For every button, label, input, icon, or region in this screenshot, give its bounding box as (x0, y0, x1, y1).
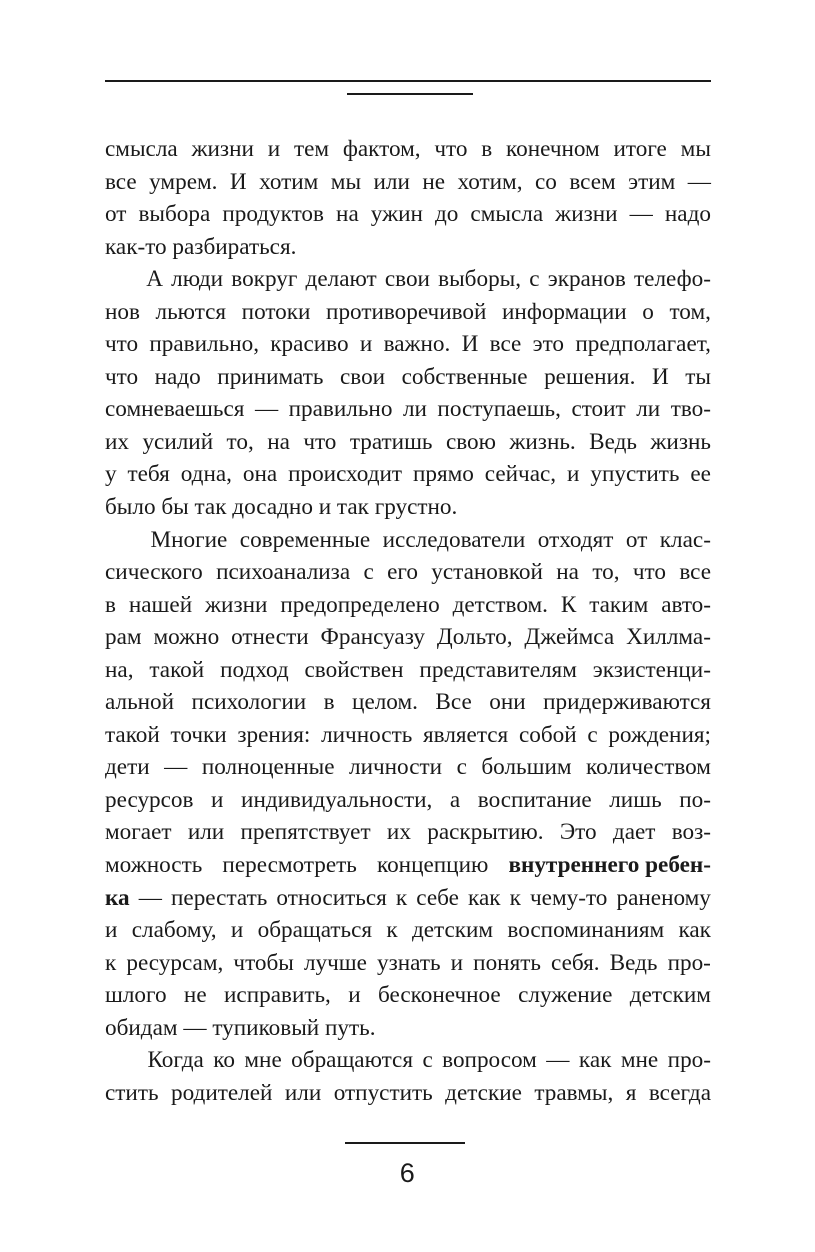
word: на (267, 428, 290, 455)
word: экранов (547, 266, 626, 293)
word: Все (435, 689, 472, 716)
header-rule-short (347, 93, 473, 95)
word: тем (293, 136, 330, 162)
word: про- (667, 949, 711, 976)
word: надо (664, 201, 711, 228)
text-line (105, 979, 711, 1012)
word: большим (481, 754, 572, 781)
word: на, (105, 656, 134, 683)
word: принимать (217, 363, 324, 390)
word: не (183, 982, 207, 1009)
word: современные (239, 526, 371, 553)
word: хотим, (457, 168, 523, 195)
text-line (105, 784, 711, 817)
word: К (560, 591, 577, 618)
word: детским (629, 982, 711, 1009)
word: льются (155, 298, 227, 325)
word: Это (559, 819, 597, 846)
word: важно. (383, 331, 451, 358)
paragraph-indent (105, 524, 138, 557)
word: как (678, 917, 711, 944)
text-line (105, 719, 711, 752)
word: потоки (241, 298, 311, 325)
word: тратишь (349, 428, 433, 455)
word: я (625, 1079, 637, 1106)
word: рождения; (608, 721, 711, 748)
text-line (105, 654, 711, 687)
word: нов (105, 298, 140, 325)
word: обращаются (291, 1047, 413, 1074)
word: его (387, 559, 418, 586)
word: ли (402, 396, 427, 423)
text-line (105, 686, 711, 719)
word: до (434, 201, 459, 228)
word: что (632, 559, 666, 586)
word: собственные (401, 363, 528, 390)
word: ее (690, 461, 711, 488)
word: раскрытию. (427, 819, 544, 846)
paragraph (105, 263, 711, 523)
text-line (105, 849, 711, 882)
text-line (105, 263, 711, 296)
word: концепцию (376, 852, 489, 879)
word: фактом, (342, 136, 421, 162)
word: с (529, 266, 540, 293)
word: клас- (659, 526, 711, 553)
word: такой (149, 656, 205, 683)
word: предопределено (280, 591, 440, 618)
word: ты (685, 363, 711, 390)
word: личность (321, 721, 413, 748)
text-line (105, 751, 711, 784)
line-text: было бы так досадно и так грустно. (105, 494, 458, 521)
word: индивидуальности, (241, 786, 433, 813)
word: тебя (127, 461, 170, 488)
word: себя. (551, 949, 600, 976)
word: красиво (270, 331, 349, 358)
word: и (567, 461, 580, 488)
word: слабому, (131, 917, 217, 944)
word: с (587, 721, 598, 748)
word: мне (244, 1047, 282, 1074)
footer-rule-short (345, 1142, 465, 1144)
text-line (105, 556, 711, 589)
word: авто- (661, 591, 711, 618)
word: упустить (590, 461, 680, 488)
word: со (534, 168, 557, 195)
word: — (138, 884, 162, 911)
word: надо (154, 363, 201, 390)
word: исследователи (382, 526, 526, 553)
word: то, (592, 559, 620, 586)
word: ужин (370, 201, 423, 228)
header-rule-long (105, 80, 711, 82)
word: то, (226, 428, 254, 455)
word: Когда (147, 1047, 204, 1074)
word: жизнь. (509, 428, 576, 455)
text-line (105, 458, 711, 491)
word: Ведь (589, 428, 637, 455)
word: представителям (419, 656, 577, 683)
text-line (105, 328, 711, 361)
word: или (187, 819, 225, 846)
word: полноценные (201, 754, 335, 781)
word: правильно (288, 396, 393, 423)
word: тво- (670, 396, 711, 423)
word: родителей (171, 1079, 273, 1106)
word: Ведь (609, 949, 658, 976)
paragraph-indent (105, 1044, 138, 1077)
word: личности (349, 754, 443, 781)
word: с (363, 559, 374, 586)
word: на (336, 201, 359, 228)
word: отпустить (333, 1079, 433, 1106)
word: что (303, 428, 337, 455)
text-line (105, 1012, 711, 1045)
word: она (242, 461, 278, 488)
word: нашей (128, 591, 193, 618)
word: правильно, (149, 331, 259, 358)
word: в (481, 136, 493, 162)
paragraph (105, 524, 711, 1045)
word: как (578, 1047, 612, 1074)
emphasis-text: внутреннего ребен- (508, 852, 711, 879)
word: таким (589, 591, 649, 618)
word: — (254, 396, 279, 423)
word: их (105, 428, 130, 455)
word: это (532, 331, 565, 358)
word: служение (518, 982, 613, 1009)
word: отнести (231, 624, 309, 651)
word: свои (339, 363, 386, 390)
word: на (556, 559, 579, 586)
word: ресурсов (105, 786, 194, 813)
word: сического (105, 559, 203, 586)
word: установкой (431, 559, 543, 586)
word: люди (171, 266, 224, 293)
text-line (105, 621, 711, 654)
word: дети (105, 754, 150, 781)
word: продуктов (222, 201, 324, 228)
word: жизни (555, 201, 618, 228)
text-line (105, 947, 711, 980)
word: ко (213, 1047, 235, 1074)
word: к (105, 949, 117, 976)
text-line (105, 816, 711, 849)
word: психоанализа (216, 559, 351, 586)
word: чему-то (530, 884, 608, 911)
word: целом. (352, 689, 418, 716)
word: исправить, (224, 982, 331, 1009)
word: всем (569, 168, 616, 195)
word: смысла (470, 201, 544, 228)
word: воз- (671, 819, 711, 846)
word: выбора (138, 201, 211, 228)
text-line (105, 524, 711, 557)
word: перестать (171, 884, 268, 911)
word: в (323, 689, 335, 716)
word: от (625, 526, 648, 553)
word: хотим (259, 168, 319, 195)
word: у (105, 461, 117, 488)
word: дает (612, 819, 656, 846)
word: сомневаешься (105, 396, 245, 423)
word: все (105, 168, 137, 195)
text-line (105, 198, 711, 231)
text-line (105, 393, 711, 426)
word: все (489, 331, 522, 358)
text-line (105, 166, 711, 199)
word: Джеймса (524, 624, 615, 651)
word: детством. (452, 591, 548, 618)
word: или (373, 168, 410, 195)
word: альной (105, 689, 175, 716)
word: Хиллма- (626, 624, 711, 651)
word: поступаешь, (437, 396, 561, 423)
word: свои (384, 266, 430, 293)
word: относиться (276, 884, 387, 911)
word: мы (330, 168, 362, 195)
word: придерживаются (543, 689, 711, 716)
word: от (105, 201, 127, 228)
word: могает (105, 819, 172, 846)
word: можность (105, 852, 203, 879)
page-header (0, 0, 815, 120)
word: подход (220, 656, 289, 683)
word: выборы, (438, 266, 522, 293)
word: и (211, 786, 224, 813)
word: как (468, 884, 501, 911)
word: они (489, 689, 526, 716)
text-line (105, 914, 711, 947)
word: происходит (288, 461, 403, 488)
word: отходят (537, 526, 614, 553)
word: зрения: (237, 721, 311, 748)
word: мне (620, 1047, 659, 1074)
word: детским (411, 917, 494, 944)
paragraph (105, 133, 711, 263)
word: свою (445, 428, 496, 455)
line-text: как-то разбираться. (105, 233, 297, 260)
word: информации (502, 298, 627, 325)
text-line (105, 426, 711, 459)
word: — (687, 168, 711, 195)
word: И (651, 363, 669, 390)
word: к (386, 917, 398, 944)
text-line (105, 231, 711, 264)
word: детские (445, 1079, 522, 1106)
word: прямо (412, 461, 474, 488)
word: сейчас, (484, 461, 557, 488)
word: ресурсам, (126, 949, 224, 976)
word: препятствует (240, 819, 371, 846)
word: предполагает, (575, 331, 711, 358)
word: что (105, 331, 139, 358)
word: такой (105, 721, 160, 748)
text-line (105, 589, 711, 622)
word: итоге (613, 136, 667, 162)
text-line (105, 296, 711, 329)
word: что (434, 136, 468, 162)
word: себе (416, 884, 459, 911)
word: или (284, 1079, 322, 1106)
word: количеством (586, 754, 711, 781)
word: вокруг (231, 266, 298, 293)
word: пересмотреть (222, 852, 357, 879)
text-line (105, 882, 711, 915)
emphasis-text: ка (105, 884, 130, 911)
word: ли (636, 396, 661, 423)
word: чтобы (233, 949, 294, 976)
word: жизнь (650, 428, 711, 455)
word: их (386, 819, 411, 846)
word: можно (153, 624, 220, 651)
word: и (359, 331, 373, 358)
page-number: 6 (399, 1158, 416, 1188)
line-text: обидам — тупиковый путь. (105, 1014, 376, 1041)
word: решения. (544, 363, 636, 390)
word: том, (669, 298, 711, 325)
word: умрем. (149, 168, 218, 195)
word: точки (170, 721, 227, 748)
word: узнать (377, 949, 441, 976)
word: травмы, (534, 1079, 614, 1106)
word: одна, (180, 461, 232, 488)
word: не (422, 168, 446, 195)
word: и (230, 917, 244, 944)
text-line (105, 1044, 711, 1077)
word: вопросом (442, 1047, 537, 1074)
word: Дольто, (436, 624, 513, 651)
text-line (105, 491, 711, 524)
word: воспоминаниям (507, 917, 665, 944)
word: экзистенци- (592, 656, 711, 683)
word: бесконечное (378, 982, 501, 1009)
word: к (509, 884, 521, 911)
word: и (450, 949, 464, 976)
word: с (422, 1047, 433, 1074)
word: — (164, 754, 188, 781)
word: шлого (105, 982, 167, 1009)
word: жизни (205, 591, 268, 618)
word: стоит (571, 396, 626, 423)
word: И (229, 168, 247, 195)
word: делают (305, 266, 377, 293)
word: собой (518, 721, 577, 748)
word: усилий (142, 428, 214, 455)
word: телефо- (634, 266, 711, 293)
word: в (105, 591, 116, 618)
word: является (423, 721, 509, 748)
word: этим (628, 168, 676, 195)
word: стить (105, 1079, 159, 1106)
word: противоречивой (326, 298, 487, 325)
word: жизни (191, 136, 254, 162)
word: а (449, 786, 461, 813)
word: Франсуазу (320, 624, 425, 651)
word: лишь (609, 786, 662, 813)
word: раненому (616, 884, 711, 911)
word: о (642, 298, 654, 325)
word: что (105, 363, 139, 390)
word: с (456, 754, 467, 781)
paragraph (105, 1044, 711, 1109)
text-line (105, 133, 711, 166)
word: психологии (191, 689, 307, 716)
page-footer (0, 1130, 815, 1252)
word: — (629, 201, 653, 228)
word: к (395, 884, 408, 911)
word: лучше (303, 949, 367, 976)
body-text-column (105, 133, 711, 1109)
word: — (546, 1047, 570, 1074)
word: всегда (648, 1079, 711, 1106)
word: А (146, 266, 163, 293)
word: воспитание (477, 786, 592, 813)
word: про- (667, 1047, 711, 1074)
word: смысла (105, 136, 178, 162)
word: и (267, 136, 281, 162)
word: конечном (506, 136, 600, 162)
word: все (679, 559, 711, 586)
paragraph-indent (105, 263, 138, 296)
word: и (105, 917, 118, 944)
word: обращаться (257, 917, 373, 944)
word: Многие (150, 526, 228, 553)
word: мы (680, 136, 711, 162)
text-line (105, 1077, 711, 1110)
word: и (348, 982, 361, 1009)
word: рам (105, 624, 142, 651)
word: по- (679, 786, 711, 813)
word: свойствен (304, 656, 404, 683)
word: И (461, 331, 479, 358)
word: понять (473, 949, 541, 976)
text-line (105, 361, 711, 394)
